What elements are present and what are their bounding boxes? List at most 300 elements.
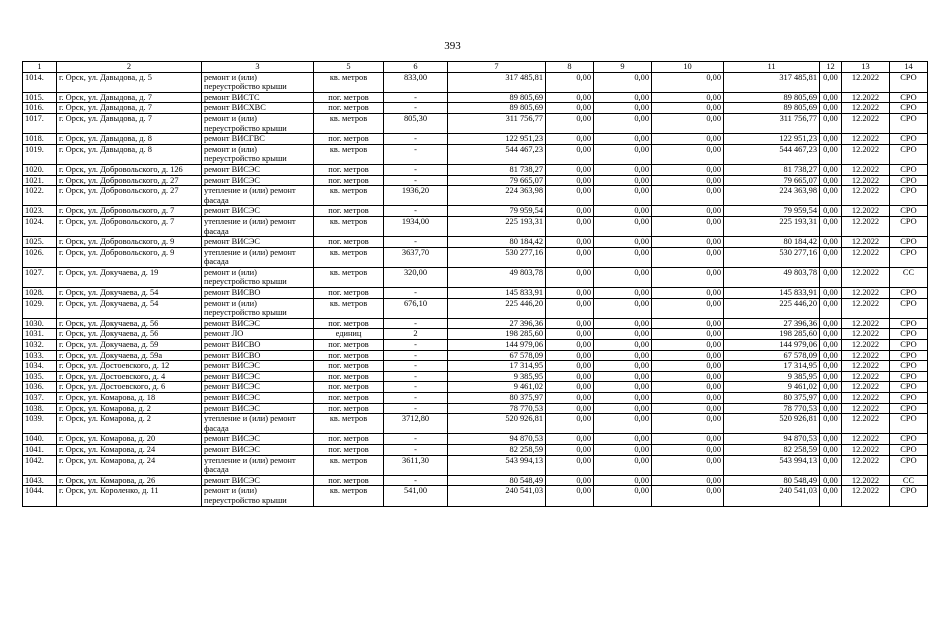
table-cell: 0,00 — [594, 371, 652, 382]
table-cell: 1028. — [23, 288, 57, 299]
table-cell: г. Орск, ул. Докучаева, д. 54 — [57, 298, 202, 318]
table-cell: ремонт ВИСЭС — [202, 403, 314, 414]
table-cell: 12.2022 — [842, 403, 890, 414]
table-cell: 0,00 — [652, 361, 724, 372]
table-cell: 0,00 — [546, 92, 594, 103]
table-cell: 0,00 — [652, 329, 724, 340]
table-cell: 0,00 — [546, 134, 594, 145]
table-cell: 833,00 — [384, 72, 448, 92]
table-cell: СРО — [890, 393, 928, 404]
table-cell: г. Орск, ул. Добровольского, д. 9 — [57, 247, 202, 267]
table-cell: 144 979,06 — [448, 340, 546, 351]
table-cell: 0,00 — [546, 382, 594, 393]
table-cell: 0,00 — [594, 134, 652, 145]
column-header: 14 — [890, 62, 928, 73]
table-row — [23, 237, 928, 248]
table-cell: СРО — [890, 134, 928, 145]
table-cell: 0,00 — [652, 247, 724, 267]
table-cell: ремонт и (или) переустройство крыши — [202, 267, 314, 287]
table-cell: 0,00 — [820, 434, 842, 445]
table-cell: 67 578,09 — [724, 350, 820, 361]
table-cell: 94 870,53 — [448, 434, 546, 445]
table-cell: г. Орск, ул. Давыдова, д. 7 — [57, 103, 202, 114]
table-cell: СРО — [890, 113, 928, 133]
table-cell: пог. метров — [314, 103, 384, 114]
table-cell: ремонт и (или) переустройство крыши — [202, 298, 314, 318]
table-cell: 0,00 — [652, 237, 724, 248]
table-cell: 0,00 — [652, 382, 724, 393]
table-row — [23, 186, 928, 206]
table-cell: 0,00 — [546, 403, 594, 414]
table-cell: 1035. — [23, 371, 57, 382]
table-cell: 0,00 — [546, 298, 594, 318]
table-cell: 0,00 — [652, 186, 724, 206]
table-cell: ремонт и (или) переустройство крыши — [202, 113, 314, 133]
table-cell: 0,00 — [652, 393, 724, 404]
table-cell: 0,00 — [594, 103, 652, 114]
table-cell: г. Орск, ул. Докучаева, д. 56 — [57, 318, 202, 329]
table-cell: 82 258,59 — [448, 444, 546, 455]
table-cell: 12.2022 — [842, 298, 890, 318]
table-cell: 0,00 — [652, 414, 724, 434]
table-cell: 49 803,78 — [448, 267, 546, 287]
table-cell: - — [384, 403, 448, 414]
table-cell: ремонт ВИСЭС — [202, 475, 314, 486]
table-row — [23, 164, 928, 175]
table-cell: пог. метров — [314, 340, 384, 351]
table-cell: СРО — [890, 144, 928, 164]
table-cell: 0,00 — [820, 175, 842, 186]
table-row — [23, 298, 928, 318]
table-cell: - — [384, 350, 448, 361]
table-row — [23, 134, 928, 145]
table-cell: - — [384, 175, 448, 186]
table-cell: кв. метров — [314, 414, 384, 434]
table-cell: 9 461,02 — [724, 382, 820, 393]
column-header: 3 — [202, 62, 314, 73]
table-cell: г. Орск, ул. Добровольского, д. 126 — [57, 164, 202, 175]
table-cell: 0,00 — [594, 206, 652, 217]
table-cell: ремонт ВИСЭС — [202, 318, 314, 329]
table-cell: 520 926,81 — [448, 414, 546, 434]
table-cell: 9 461,02 — [448, 382, 546, 393]
table-row — [23, 434, 928, 445]
column-header: 7 — [448, 62, 546, 73]
table-cell: пог. метров — [314, 164, 384, 175]
table-cell: 0,00 — [546, 393, 594, 404]
table-cell: ремонт и (или) переустройство крыши — [202, 72, 314, 92]
table-cell: - — [384, 444, 448, 455]
table-cell: г. Орск, ул. Комарова, д. 2 — [57, 403, 202, 414]
table-cell: 80 375,97 — [448, 393, 546, 404]
table-cell: ремонт ВИСХВС — [202, 103, 314, 114]
table-cell: 1039. — [23, 414, 57, 434]
table-cell: - — [384, 340, 448, 351]
table-cell: 240 541,03 — [448, 486, 546, 506]
table-cell: г. Орск, ул. Комарова, д. 20 — [57, 434, 202, 445]
table-cell: 0,00 — [652, 288, 724, 299]
table-cell: 0,00 — [652, 318, 724, 329]
table-cell: 1032. — [23, 340, 57, 351]
table-cell: 1031. — [23, 329, 57, 340]
table-cell: 317 485,81 — [724, 72, 820, 92]
table-row — [23, 103, 928, 114]
table-cell: 1023. — [23, 206, 57, 217]
table-cell: 0,00 — [594, 393, 652, 404]
table-cell: СРО — [890, 318, 928, 329]
table-cell: 0,00 — [820, 72, 842, 92]
table-cell: 0,00 — [652, 475, 724, 486]
table-cell: ремонт ВИСВО — [202, 288, 314, 299]
table-cell: 0,00 — [546, 434, 594, 445]
table-cell: 0,00 — [820, 237, 842, 248]
table-cell: 9 385,95 — [724, 371, 820, 382]
table-cell: 225 446,20 — [724, 298, 820, 318]
table-cell: г. Орск, ул. Докучаева, д. 56 — [57, 329, 202, 340]
table-cell: 12.2022 — [842, 92, 890, 103]
table-cell: 122 951,23 — [724, 134, 820, 145]
table-cell: ремонт ЛО — [202, 329, 314, 340]
page-number: 393 — [444, 40, 461, 52]
table-cell: г. Орск, ул. Добровольского, д. 27 — [57, 175, 202, 186]
table-cell: 0,00 — [820, 288, 842, 299]
table-row — [23, 267, 928, 287]
table-cell: г. Орск, ул. Давыдова, д. 8 — [57, 144, 202, 164]
table-cell: 80 548,49 — [448, 475, 546, 486]
table-cell: г. Орск, ул. Докучаева, д. 19 — [57, 267, 202, 287]
table-cell: 81 738,27 — [448, 164, 546, 175]
table-cell: 0,00 — [594, 113, 652, 133]
table-cell: 0,00 — [820, 318, 842, 329]
table-cell: г. Орск, ул. Комарова, д. 24 — [57, 455, 202, 475]
column-header: 10 — [652, 62, 724, 73]
table-cell: 12.2022 — [842, 350, 890, 361]
table-cell: СРО — [890, 92, 928, 103]
table-row — [23, 216, 928, 236]
table-cell: 12.2022 — [842, 237, 890, 248]
table-cell: 12.2022 — [842, 206, 890, 217]
table-cell: 12.2022 — [842, 371, 890, 382]
table-cell: 3611,30 — [384, 455, 448, 475]
table-cell: ремонт и (или) переустройство крыши — [202, 486, 314, 506]
table-cell: 225 446,20 — [448, 298, 546, 318]
table-cell: утепление и (или) ремонт фасада — [202, 414, 314, 434]
table-cell: 0,00 — [652, 72, 724, 92]
table-body — [23, 72, 928, 506]
table-cell: 1025. — [23, 237, 57, 248]
table-row — [23, 350, 928, 361]
table-cell: г. Орск, ул. Добровольского, д. 7 — [57, 216, 202, 236]
table-cell: утепление и (или) ремонт фасада — [202, 247, 314, 267]
table-cell: 0,00 — [820, 361, 842, 372]
table-cell: 0,00 — [546, 371, 594, 382]
table-cell: 0,00 — [594, 455, 652, 475]
table-cell: СРО — [890, 361, 928, 372]
table-cell: СС — [890, 475, 928, 486]
table-cell: 49 803,78 — [724, 267, 820, 287]
table-cell: 224 363,98 — [448, 186, 546, 206]
table-cell: г. Орск, ул. Докучаева, д. 59 — [57, 340, 202, 351]
table-cell: 1024. — [23, 216, 57, 236]
table-row — [23, 371, 928, 382]
table-cell: 0,00 — [594, 298, 652, 318]
table-cell: СРО — [890, 455, 928, 475]
table-cell: кв. метров — [314, 486, 384, 506]
table-cell: ремонт ВИСТС — [202, 92, 314, 103]
table-cell: 0,00 — [820, 164, 842, 175]
table-cell: 122 951,23 — [448, 134, 546, 145]
table-cell: 0,00 — [594, 186, 652, 206]
table-cell: 0,00 — [546, 340, 594, 351]
table-row — [23, 475, 928, 486]
column-header: 2 — [57, 62, 202, 73]
table-cell: СРО — [890, 237, 928, 248]
table-cell: ремонт ВИСЭС — [202, 371, 314, 382]
table-cell: 0,00 — [820, 144, 842, 164]
table-cell: 0,00 — [546, 186, 594, 206]
table-cell: пог. метров — [314, 371, 384, 382]
table-cell: кв. метров — [314, 298, 384, 318]
table-row — [23, 329, 928, 340]
table-cell: 0,00 — [820, 486, 842, 506]
column-header: 12 — [820, 62, 842, 73]
table-cell: единиц — [314, 329, 384, 340]
table-cell: ремонт ВИСЭС — [202, 237, 314, 248]
table-cell: 0,00 — [820, 247, 842, 267]
table-cell: 0,00 — [820, 340, 842, 351]
table-cell: ремонт ВИСЭС — [202, 444, 314, 455]
table-cell: 1041. — [23, 444, 57, 455]
table-cell: г. Орск, ул. Докучаева, д. 59а — [57, 350, 202, 361]
table-cell: 543 994,13 — [448, 455, 546, 475]
table-cell: 12.2022 — [842, 113, 890, 133]
table-cell: 530 277,16 — [448, 247, 546, 267]
table-row — [23, 455, 928, 475]
table-cell: 1040. — [23, 434, 57, 445]
table-cell: ремонт и (или) переустройство крыши — [202, 144, 314, 164]
table-cell: - — [384, 288, 448, 299]
table-cell: 0,00 — [594, 175, 652, 186]
table-row — [23, 361, 928, 372]
table-cell: 0,00 — [820, 206, 842, 217]
table-cell: 0,00 — [594, 475, 652, 486]
table-cell: 12.2022 — [842, 361, 890, 372]
table-cell: 0,00 — [594, 434, 652, 445]
column-header: 5 — [314, 62, 384, 73]
table-cell: 0,00 — [546, 455, 594, 475]
table-cell: 1936,20 — [384, 186, 448, 206]
table-cell: 0,00 — [594, 164, 652, 175]
table-cell: ремонт ВИСВО — [202, 350, 314, 361]
table-cell: г. Орск, ул. Добровольского, д. 7 — [57, 206, 202, 217]
table-cell: 1027. — [23, 267, 57, 287]
table-cell: г. Орск, ул. Докучаева, д. 54 — [57, 288, 202, 299]
table-cell: 78 770,53 — [724, 403, 820, 414]
table-cell: - — [384, 361, 448, 372]
table-cell: 0,00 — [546, 113, 594, 133]
table-cell: 12.2022 — [842, 186, 890, 206]
table-cell: - — [384, 134, 448, 145]
table-cell: утепление и (или) ремонт фасада — [202, 216, 314, 236]
table-row — [23, 414, 928, 434]
table-cell: 0,00 — [652, 216, 724, 236]
table-cell: 0,00 — [594, 403, 652, 414]
table-cell: ремонт ВИСГВС — [202, 134, 314, 145]
table-cell: пог. метров — [314, 288, 384, 299]
table-cell: 80 184,42 — [448, 237, 546, 248]
table-cell: утепление и (или) ремонт фасада — [202, 455, 314, 475]
table-cell: - — [384, 237, 448, 248]
table-cell: 79 665,07 — [448, 175, 546, 186]
table-cell: СРО — [890, 206, 928, 217]
table-cell: 1044. — [23, 486, 57, 506]
table-cell: пог. метров — [314, 475, 384, 486]
table-cell: кв. метров — [314, 144, 384, 164]
table-cell: 0,00 — [546, 318, 594, 329]
table-cell: 544 467,23 — [724, 144, 820, 164]
table-cell: 0,00 — [652, 403, 724, 414]
table-cell: 0,00 — [820, 455, 842, 475]
table-cell: СРО — [890, 403, 928, 414]
header-row — [23, 62, 928, 73]
table-cell: 12.2022 — [842, 144, 890, 164]
table-cell: 0,00 — [594, 288, 652, 299]
table-row — [23, 403, 928, 414]
table-cell: - — [384, 206, 448, 217]
table-cell: СРО — [890, 350, 928, 361]
table-row — [23, 92, 928, 103]
table-cell: 0,00 — [820, 382, 842, 393]
table-cell: 0,00 — [546, 267, 594, 287]
table-row — [23, 318, 928, 329]
table-cell: 12.2022 — [842, 329, 890, 340]
table-cell: 12.2022 — [842, 475, 890, 486]
table-cell: СРО — [890, 247, 928, 267]
table-cell: кв. метров — [314, 72, 384, 92]
table-cell: г. Орск, ул. Добровольского, д. 27 — [57, 186, 202, 206]
column-header: 1 — [23, 62, 57, 73]
table-cell: ремонт ВИСЭС — [202, 393, 314, 404]
table-row — [23, 444, 928, 455]
table-cell: г. Орск, ул. Добровольского, д. 9 — [57, 237, 202, 248]
table-row — [23, 486, 928, 506]
table-row — [23, 144, 928, 164]
table-cell: 27 396,36 — [448, 318, 546, 329]
table-cell: 0,00 — [820, 134, 842, 145]
table-cell: 80 375,97 — [724, 393, 820, 404]
table-cell: 80 184,42 — [724, 237, 820, 248]
table-cell: 0,00 — [652, 340, 724, 351]
table-cell: 0,00 — [594, 486, 652, 506]
table-cell: СРО — [890, 216, 928, 236]
table-cell: 0,00 — [594, 361, 652, 372]
table-cell: пог. метров — [314, 175, 384, 186]
table-cell: 1037. — [23, 393, 57, 404]
table-row — [23, 175, 928, 186]
table-cell: 1042. — [23, 455, 57, 475]
table-cell: 17 314,95 — [448, 361, 546, 372]
table-cell: пог. метров — [314, 382, 384, 393]
table-cell: 0,00 — [652, 164, 724, 175]
table-cell: 225 193,31 — [448, 216, 546, 236]
table-cell: 198 285,60 — [448, 329, 546, 340]
table-cell: г. Орск, ул. Комарова, д. 2 — [57, 414, 202, 434]
table-cell: СРО — [890, 486, 928, 506]
table-cell: 12.2022 — [842, 175, 890, 186]
table-cell: 79 665,07 — [724, 175, 820, 186]
table-cell: - — [384, 382, 448, 393]
table-cell: кв. метров — [314, 186, 384, 206]
table-cell: 0,00 — [594, 329, 652, 340]
table-cell: 0,00 — [652, 298, 724, 318]
table-cell: СРО — [890, 164, 928, 175]
table-cell: 1019. — [23, 144, 57, 164]
table-cell: - — [384, 393, 448, 404]
table-cell: СРО — [890, 175, 928, 186]
table-cell: 520 926,81 — [724, 414, 820, 434]
table-cell: 144 979,06 — [724, 340, 820, 351]
table-cell: 0,00 — [546, 144, 594, 164]
table-cell: 544 467,23 — [448, 144, 546, 164]
table-cell: г. Орск, ул. Давыдова, д. 7 — [57, 92, 202, 103]
table-cell: 543 994,13 — [724, 455, 820, 475]
table-cell: ремонт ВИСЭС — [202, 206, 314, 217]
table-cell: 1043. — [23, 475, 57, 486]
table-cell: 1018. — [23, 134, 57, 145]
table-cell: 1029. — [23, 298, 57, 318]
table-cell: 0,00 — [594, 92, 652, 103]
table-cell: 0,00 — [546, 206, 594, 217]
table-cell: ремонт ВИСЭС — [202, 434, 314, 445]
table-cell: 89 805,69 — [448, 92, 546, 103]
column-header: 9 — [594, 62, 652, 73]
table-cell: 0,00 — [594, 247, 652, 267]
table-cell: 0,00 — [546, 414, 594, 434]
table-cell: кв. метров — [314, 267, 384, 287]
table-cell: пог. метров — [314, 361, 384, 372]
table-cell: 0,00 — [594, 382, 652, 393]
table-cell: 0,00 — [594, 144, 652, 164]
table-cell: 12.2022 — [842, 318, 890, 329]
column-header: 11 — [724, 62, 820, 73]
table-cell: 0,00 — [820, 216, 842, 236]
table-cell: - — [384, 371, 448, 382]
table-cell: 17 314,95 — [724, 361, 820, 372]
table-cell: СРО — [890, 382, 928, 393]
table-cell: 0,00 — [594, 216, 652, 236]
table-row — [23, 393, 928, 404]
table-cell: 0,00 — [546, 237, 594, 248]
table-cell: 0,00 — [820, 475, 842, 486]
table-cell: 0,00 — [652, 92, 724, 103]
table-cell: СРО — [890, 288, 928, 299]
table-cell: 0,00 — [546, 216, 594, 236]
table-cell: ремонт ВИСЭС — [202, 382, 314, 393]
table-cell: 0,00 — [820, 403, 842, 414]
table-cell: ремонт ВИСВО — [202, 340, 314, 351]
table-cell: 0,00 — [820, 92, 842, 103]
table-cell: кв. метров — [314, 216, 384, 236]
table-cell: г. Орск, ул. Комарова, д. 24 — [57, 444, 202, 455]
table-cell: 12.2022 — [842, 382, 890, 393]
table-cell: 0,00 — [820, 444, 842, 455]
table-cell: 0,00 — [820, 186, 842, 206]
table-cell: 0,00 — [652, 144, 724, 164]
table-cell: 0,00 — [820, 371, 842, 382]
table-cell: 0,00 — [594, 444, 652, 455]
table-cell: - — [384, 164, 448, 175]
table-cell: 0,00 — [652, 103, 724, 114]
